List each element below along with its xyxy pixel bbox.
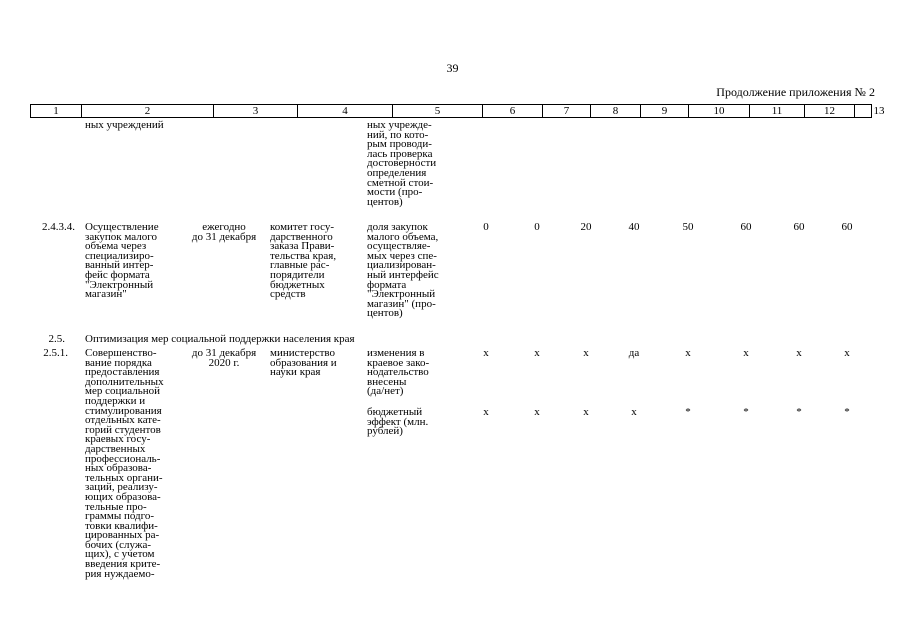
row-251-value-1: х <box>685 347 691 359</box>
row-251-code: 2.5.1. <box>43 347 68 359</box>
row-251-value-1: х <box>844 347 850 359</box>
row-251-value-2: х <box>483 406 489 418</box>
continuation-label: Продолжение приложения № 2 <box>716 85 875 99</box>
header-col-7: 7 <box>542 105 590 117</box>
row-2434-value: 60 <box>740 221 752 233</box>
row-2434-value: 60 <box>793 221 805 233</box>
header-col-4: 4 <box>297 105 392 117</box>
row-251-value-2: * <box>743 406 749 418</box>
row-251-value-2: * <box>796 406 802 418</box>
cont-name-text: ных учреждений <box>85 119 164 131</box>
page-number: 39 <box>446 61 459 75</box>
row-2434-value: 0 <box>534 221 540 233</box>
row-2434-value: 0 <box>483 221 489 233</box>
row-251-indicator-2: бюджетный эффект (млн. рублей) <box>367 406 429 438</box>
row-251-value-2: х <box>583 406 589 418</box>
row-25-code: 2.5. <box>48 333 65 345</box>
row-2434-value: 20 <box>580 221 592 233</box>
row-2434-executor: комитет госу- дарственного заказа Прави- тельства края, главные рас- порядители бюджетных средств <box>270 221 337 301</box>
header-col-3: 3 <box>213 105 297 117</box>
row-251-value-2: х <box>631 406 637 418</box>
header-col-10: 10 <box>688 105 749 117</box>
header-col-5: 5 <box>392 105 482 117</box>
row-251-indicator-1: изменения в краевое зако- нодательство внесены (да/нет) <box>367 347 430 398</box>
row-2434-value: 60 <box>841 221 853 233</box>
header-col-12: 12 <box>804 105 854 117</box>
row-25-name: Оптимизация мер социальной поддержки населения края <box>85 333 355 345</box>
row-251-value-2: * <box>844 406 850 418</box>
header-col-8: 8 <box>590 105 640 117</box>
row-251-name: Совершенство- вание порядка предоставления дополнительных мер социальной поддержки и стимулирования отдельных кате- горий студентов краевых госу- дарственных профессиональ- ных образова- тельных органи- заций, реализу- ющих образова- тельные про- граммы подго- товки квалифи- цированных ра- бочих (служа- щих), с учетом введения крите- рия нуждаемо- <box>85 347 164 580</box>
header-col-1: 1 <box>53 105 59 117</box>
row-2434-term: ежегодно до 31 декабря <box>191 221 257 243</box>
row-251-value-2: * <box>685 406 691 418</box>
row-251-value-1: х <box>534 347 540 359</box>
row-251-value-1: да <box>628 347 640 359</box>
header-col-9: 9 <box>640 105 688 117</box>
header-col-11: 11 <box>749 105 804 117</box>
row-2434-name: Осуществление закупок малого объема через специализиро- ванный интер- фейс формата "Электронный магазин" <box>85 221 159 301</box>
row-251-value-1: х <box>583 347 589 359</box>
row-251-term: до 31 декабря 2020 г. <box>191 347 257 369</box>
row-251-value-1: х <box>483 347 489 359</box>
row-251-value-2: х <box>534 406 540 418</box>
header-col-13: 13 <box>854 105 903 117</box>
table-header-row <box>30 104 885 118</box>
row-251-value-1: х <box>743 347 749 359</box>
header-col-2: 2 <box>81 105 213 117</box>
row-2434-indicator: доля закупок малого объема, осуществляе- мых через спе- циализирован- ный интерфейс формата "Электронный магазин" (про- центов) <box>367 221 439 320</box>
row-2434-code: 2.4.3.4. <box>42 221 75 233</box>
row-2434-value: 40 <box>628 221 640 233</box>
header-col-6: 6 <box>482 105 542 117</box>
cont-indicator-text: ных учрежде- ний, по кото- рым проводи- лась проверка достоверности определения сметной стои- мости (про- центов) <box>367 119 437 208</box>
row-2434-value: 50 <box>682 221 694 233</box>
row-251-executor: министерство образования и науки края <box>270 347 337 379</box>
row-251-value-1: х <box>796 347 802 359</box>
